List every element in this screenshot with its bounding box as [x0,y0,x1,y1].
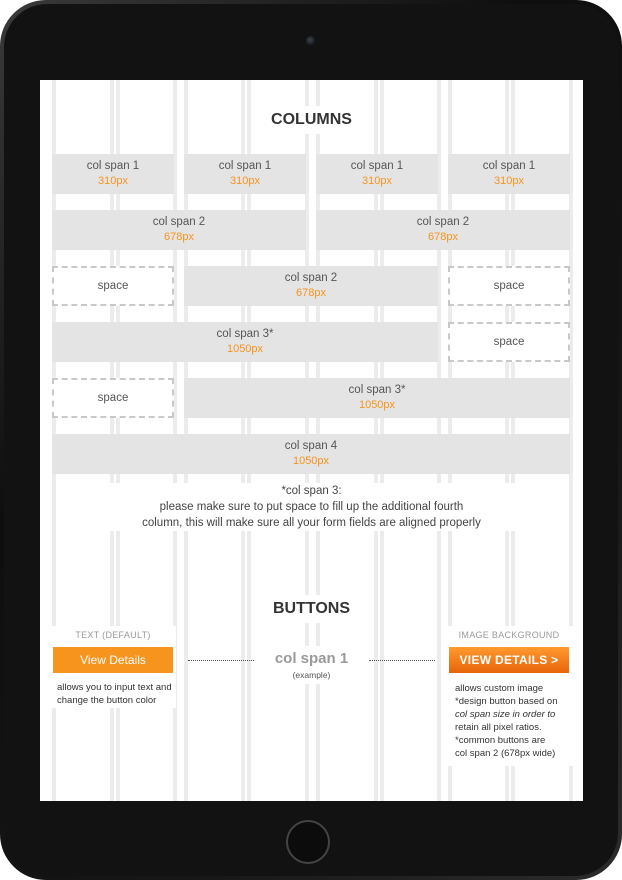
space-cell: space [52,266,174,306]
cell-width: 678px [428,231,458,243]
cell-width: 678px [164,231,194,243]
cell-width: 1050px [226,343,264,355]
cell-label: col span 2 [416,216,470,228]
col-span-1-cell [184,154,306,194]
note-heading: *col span 3: [281,485,342,497]
col-span-3-cell [184,378,570,418]
cell-width: 310px [494,175,524,187]
cell-label: col span 1 [482,160,536,172]
cell-width: 1050px [292,455,330,467]
cell-label: col span 3* [348,384,406,396]
col-span-2-cell [184,266,438,306]
desc-line: change the button color [57,695,157,706]
view-details-button[interactable]: View Details [53,647,173,673]
col-span-3-cell [52,322,438,362]
desc-line: *common buttons are [455,735,546,746]
screen [40,80,583,801]
cell-label: col span 1 [350,160,404,172]
space-cell: space [448,266,570,306]
columns-title: COLUMNS [271,111,352,128]
desc-line: col span 2 (678px wide) [455,748,556,759]
home-button[interactable] [286,820,330,864]
col-span-2-cell [52,210,306,250]
space-cell: space [448,322,570,362]
buttons-title: BUTTONS [272,600,351,617]
col-span-1-cell [52,154,174,194]
cell-label: col span 2 [152,216,206,228]
cell-label: col span 1 [218,160,272,172]
dotted-connector [369,660,435,661]
col-span-4-cell [52,434,570,474]
desc-line: col span size in order to [455,709,556,720]
cell-width: 1050px [358,399,396,411]
view-details-image-button[interactable]: VIEW DETAILS > [449,647,569,673]
col-span-1-cell [448,154,570,194]
cell-width: 310px [230,175,260,187]
cell-width: 310px [98,175,128,187]
desc-line: retain all pixel ratios. [455,722,542,733]
desc-line: *design button based on [455,696,558,707]
camera-icon [306,36,316,46]
col-span-2-cell [316,210,570,250]
image-background-heading: IMAGE BACKGROUND [458,630,560,640]
text-default-heading: TEXT (DEFAULT) [75,630,151,640]
cell-label: col span 2 [284,272,338,284]
col-span-1-example-label: col span 1 [274,650,349,667]
text-button-description [57,681,177,707]
image-button-description [455,682,575,760]
cell-width: 678px [296,287,326,299]
col-span-1-cell [316,154,438,194]
cell-label: col span 1 [86,160,140,172]
desc-line: allows custom image [455,683,544,694]
cell-label: col span 4 [284,440,338,452]
desc-line: allows you to input text and [57,682,172,693]
note-line: please make sure to put space to fill up the additional fourth [159,501,464,513]
space-cell: space [52,378,174,418]
example-label: (example) [292,670,331,680]
dotted-connector [188,660,254,661]
cell-label: col span 3* [216,328,274,340]
col-span-3-note [100,483,523,531]
cell-width: 310px [362,175,392,187]
note-line: column, this will make sure all your form fields are aligned properly [142,517,481,529]
